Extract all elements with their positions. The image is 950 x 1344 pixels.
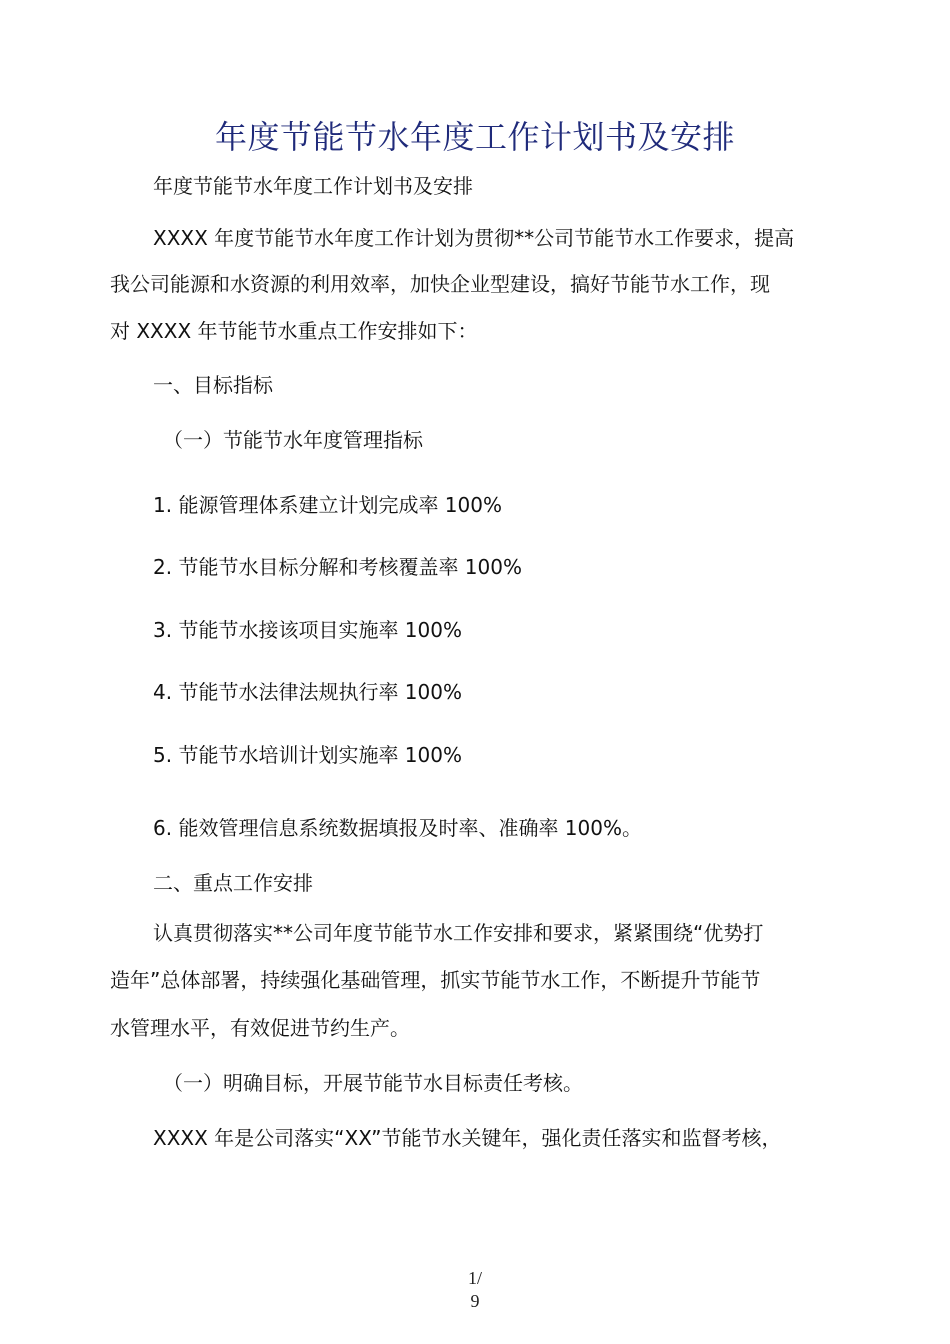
document-title: 年度节能节水年度工作计划书及安排 bbox=[214, 118, 735, 156]
target-item-4: 4. 节能节水法律法规执行率 100% bbox=[153, 680, 462, 704]
intro-line-3: 对 XXXX 年节能节水重点工作安排如下： bbox=[110, 319, 478, 343]
intro-line-1: XXXX 年度节能节水年度工作计划为贯彻**公司节能节水工作要求，提高 bbox=[153, 226, 795, 250]
section2-subheading: （一）明确目标，开展节能节水目标责任考核。 bbox=[163, 1071, 583, 1095]
target-item-6: 6. 能效管理信息系统数据填报及时率、准确率 100%。 bbox=[153, 816, 642, 840]
section2-heading: 二、重点工作安排 bbox=[153, 871, 313, 895]
section2-para2: XXXX 年是公司落实“XX”节能节水关键年，强化责任落实和监督考核， bbox=[153, 1126, 782, 1150]
intro-line-2: 我公司能源和水资源的利用效率，加快企业型建设，搞好节能节水工作，现 bbox=[110, 272, 770, 296]
section1-subheading: （一）节能节水年度管理指标 bbox=[163, 428, 423, 452]
target-item-1: 1. 能源管理体系建立计划完成率 100% bbox=[153, 493, 502, 517]
document-subtitle: 年度节能节水年度工作计划书及安排 bbox=[153, 174, 473, 198]
target-item-2: 2. 节能节水目标分解和考核覆盖率 100% bbox=[153, 555, 522, 579]
target-item-5: 5. 节能节水培训计划实施率 100% bbox=[153, 743, 462, 767]
page-number-bottom: 9 bbox=[470, 1291, 480, 1311]
target-item-3: 3. 节能节水接该项目实施率 100% bbox=[153, 618, 462, 642]
section2-para-line-1: 认真贯彻落实**公司年度节能节水工作安排和要求，紧紧围绕“优势打 bbox=[153, 921, 764, 945]
section1-heading: 一、目标指标 bbox=[153, 373, 273, 397]
section2-para-line-2: 造年”总体部署，持续强化基础管理，抓实节能节水工作，不断提升节能节 bbox=[110, 968, 761, 992]
page-number-top: 1/ bbox=[467, 1268, 482, 1288]
section2-para-line-3: 水管理水平，有效促进节约生产。 bbox=[110, 1016, 410, 1040]
